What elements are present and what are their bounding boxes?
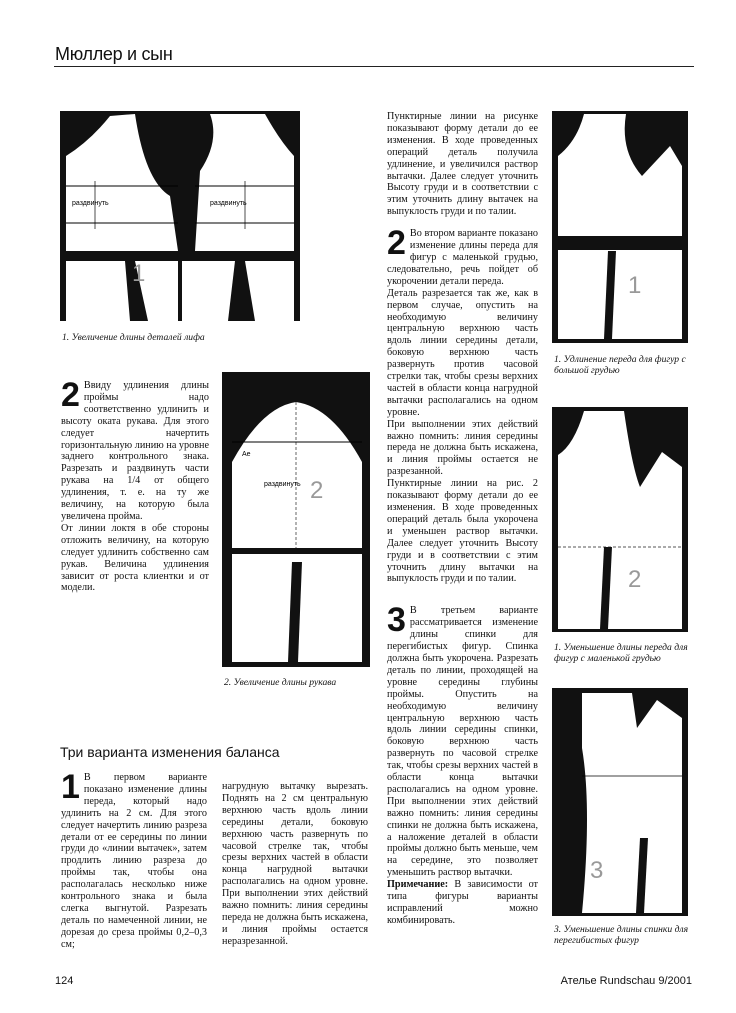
figure-back-shortening [552,688,688,916]
paragraph-sleeve-a: Ввиду удлинения длины проймы надо соответственно удлинить и высоту оката рукава. Для этого следует начертить горизонтальную линию на уровне заднего контрольного знака. Разрезать и раздвинуть части рукава на 1/4 от общего удлинения, т. е. на ту же величину, на которую была увеличена пройма. [61,380,209,522]
figure-bodice-lengthening [60,111,300,321]
paragraph-variant-2c: При выполнении этих действий важно помнить: линия середины переда не должна быть искажена, и линия проймы остается не разрезанной. [387,418,538,478]
page-number: 124 [55,975,74,987]
figure-sleeve-lengthening [222,372,370,667]
figure-1-label-left: раздвинуть [72,200,109,207]
figure-front-lengthening [552,111,688,343]
paragraph-variant-2d: Пунктирные линии на рис. 2 показывают форму детали до ее изменения. В ходе проведенных операций деталь была укорочена и уменьшен раствор вытачки. Далее следует уточнить Высоту груди и в соответствии с этим уточнить длину вытачки на выпуклость груди и по талии. [387,478,538,585]
paragraph-variant-2b: Деталь разрезается так же, как в первом случае, опустить на необходимую величину центральную верхнюю часть вдоль линии середины детали, боковую верхнюю часть развернуть против часовой стрелки так, чтобы срезы верхних частей в области конца нагрудной вытачки располагались на одном уровне. [387,287,538,418]
figure-r1-caption: 1. Удлинение переда для фигур с большой грудью [554,354,686,376]
figure-r2-number: 2 [628,566,642,593]
figure-2-label: раздвинуть [264,481,301,488]
paragraph-variant-1b: нагрудную вытачку вырезать. Поднять на 2 см центральную верхнюю часть вдоль линии середины детали, боковую верхнюю часть развернуть по часовой стрелке так, чтобы срезы верхних частей в области конца нагрудной вытачки располагались на одном уровне. При выполнении этих действий важно помнить: линия середины переда не должна быть искажена, и линия проймы остается неразрезанной. [222,781,368,947]
step-2-number: 2 [61,376,80,414]
paragraph-variant-1a: В первом варианте показано изменение длины переда, который надо удлинить на 2 см. Для этого следует начертить линию разреза детали от ее середины по линии груди до «линии вытачек», затем продлить линию разреза до проймы так, чтобы она располагалась несколько ниже контрольного знака и была слегка выгнутой. Разрезать деталь по намеченной линии, не дорезая до среза проймы 0,2–0,3 см; [61,772,207,950]
paragraph-variant-2a: Во втором варианте показано изменение длины переда для фигур с маленькой грудью, следовательно, речь пойдет об укорочении детали переда. [387,228,538,287]
section-title: Три варианта изменения баланса [60,744,280,760]
variant-2-number: 2 [387,224,406,263]
page-header-title: Мюллер и сын [55,44,173,64]
figure-r2-caption: 1. Уменьшение длины переда для фигур с маленькой грудью [554,642,688,664]
figure-1-caption: 1. Увеличение длины деталей лифа [62,332,205,343]
variant-1-number: 1 [61,768,80,806]
note-text: В зависимости от типа фигуры варианты исправлений можно комбинировать. [387,879,538,926]
bottom-middle-text [222,781,368,948]
header-rule [54,66,694,67]
left-column-text [61,376,209,594]
variant-3-number: 3 [387,601,406,640]
journal-issue: Ателье Rundschau 9/2001 [560,975,692,987]
figure-r1-number: 1 [628,272,642,299]
paragraph-intro: Пунктирные линии на рисунке показывают форму детали до ее изменения. В ходе проведенных операций деталь получила удлинение, и увеличился раствор вытачки. Далее следует уточнить Высоту груди и в соответствии с этим уточнить длину вытачек на выпуклость груди и по талии. [387,111,538,218]
figure-1-number: 1 [132,260,146,287]
figure-r3-caption: 3. Уменьшение длины спинки для перегибистых фигур [554,924,689,946]
middle-column-text [387,111,538,927]
paragraph-sleeve-b: От линии локтя в обе стороны отложить величину, на которую следует удлинить собственно сам рукав. Величина удлинения зависит от роста клиентки и от модели. [61,522,209,594]
figure-front-shortening [552,407,688,632]
figure-1-label-right: раздвинуть [210,200,247,207]
bottom-left-text [61,768,207,951]
figure-r3-number: 3 [590,857,604,884]
note-label: Примечание: [387,879,449,891]
figure-2-number: 2 [310,477,324,504]
paragraph-variant-3: В третьем варианте рассматривается изменение длины спинки для перегибистых фигур. Спинка должна быть укорочена. Разрезать деталь по линии, проходящей на уровне середины глубины проймы. Опустить на необходимую величину центральную верхнюю часть вдоль линии середины спинки, боковую верхнюю часть развернуть по часовой стрелке так, чтобы срезы верхних частей в области конца вытачки располагались на одном уровне. При выполнении этих действий важно помнить: линия середины спинки не должна быть искажена, а наложение деталей в области проймы должно быть меньше, чем на середине, это позволяет уменьшить раствор вытачки. [387,605,538,879]
figure-2-caption: 2. Увеличение длины рукава [224,677,337,688]
figure-2-mark: Ae [242,451,251,458]
